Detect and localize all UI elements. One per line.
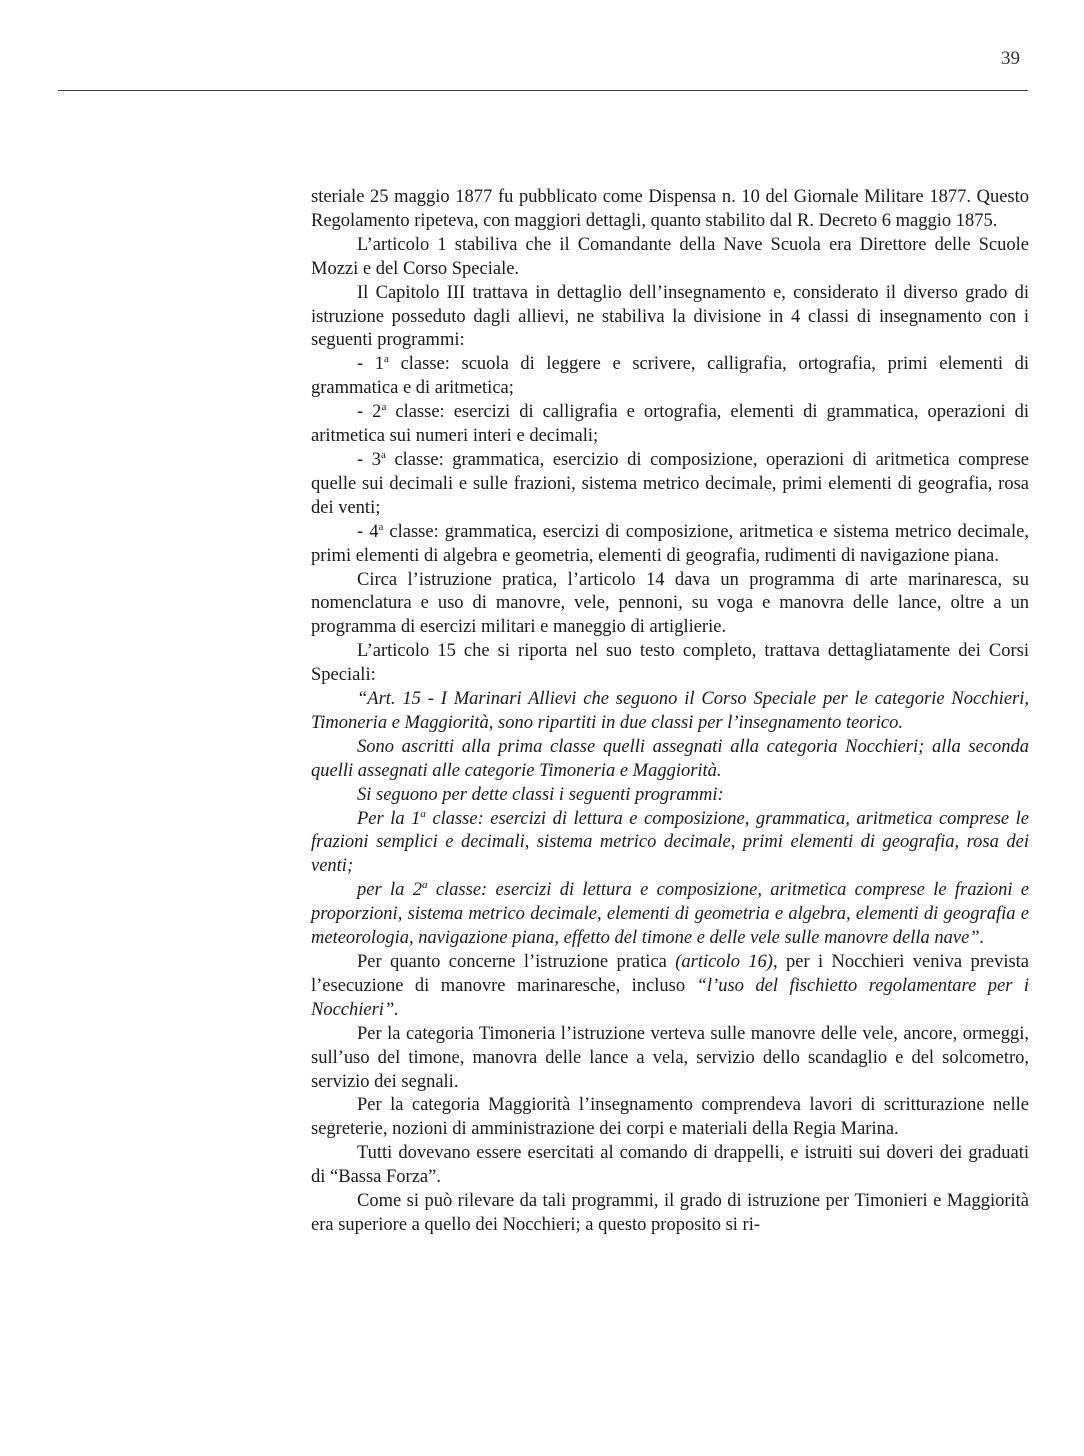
paragraph: steriale 25 maggio 1877 fu pubblicato come Dispensa n. 10 del Giornale Militare 1877. Questo Regolamento ripeteva, con maggiori dettagli, quanto stabilito dal R. Decreto 6 maggio 1875.: [311, 187, 1029, 231]
article-ref: (articolo 16): [675, 952, 773, 972]
list-text: classe: grammatica, esercizi di composizione, aritmetica e sistema metrico decimale, primi elementi di algebra e geometria, elementi di geografia, rudimenti di navigazione piana.: [311, 521, 1029, 566]
paragraph: Per quanto concerne l’istruzione pratica (articolo 16), per i Nocchieri veniva prevista l’esecuzione di manovre marinaresche, incluso “l’uso del fischietto regolamentare per i Nocchieri”.: [311, 952, 1030, 1020]
paragraph: Per la categoria Maggiorità l’insegnamento comprendeva lavori di scritturazione nelle segreterie, nozioni di amministrazione dei corpi e materiali della Regia Marina.: [311, 1095, 1029, 1140]
list-item: [311, 401, 1029, 449]
list-marker: - 1: [357, 354, 385, 375]
paragraph: Per la categoria Timoneria l’istruzione verteva sulle manovre delle vele, ancore, ormeggi, sull’uso del timone, manovra delle lance a vela, servizio dello scandaglio e del solcometro, servizio dei segnali.: [311, 1023, 1029, 1092]
list-marker: - 3: [357, 449, 381, 470]
ordinal-sup: a: [378, 520, 384, 533]
paragraph: Tutti dovevano essere esercitati al comando di drappelli, e istruiti sui doveri dei graduati di “Bassa Forza”.: [311, 1143, 1029, 1188]
list-text: classe: esercizi di calligrafia e ortografia, elementi di grammatica, operazioni di aritmetica sui numeri interi e decimali;: [311, 402, 1030, 447]
ordinal-sup: a: [380, 448, 386, 461]
list-marker: - 4: [357, 521, 379, 542]
ordinal-sup: a: [420, 807, 426, 820]
paragraph: L’articolo 15 che si riporta nel suo testo completo, trattava dettagliatamente dei Corsi Speciali:: [311, 641, 1029, 686]
list-item: [311, 353, 1029, 401]
list-item: [311, 521, 1029, 569]
list-marker: - 2: [357, 402, 382, 423]
paragraph: Il Capitolo III trattava in dettaglio dell’insegnamento e, considerato il diverso grado di istruzione posseduto dagli allievi, ne stabiliva la divisione in 4 classi di insegnamento con i seguenti programmi:: [311, 282, 1029, 351]
quote-list-item: per la 2$^a$ classe: esercizi di lettura e composizione, aritmetica comprese le frazioni e proporzioni, sistema metrico decimale, elementi di geometria e algebra, elementi di geografia e meteorologia, navigazione piana, effetto del timone e delle vele sulle manovre della nave”.: [311, 879, 1030, 949]
inline-quote: “l’uso del fischietto regolamentare per i Nocchieri”.: [311, 975, 1030, 1020]
ordinal-sup: a: [384, 353, 389, 366]
page-number: 39: [1001, 48, 1020, 69]
list-item: [311, 449, 1029, 521]
quote-marker: per la 2: [357, 880, 422, 901]
list-text: classe: scuola di leggere e scrivere, calligrafia, ortografia, primi elementi di grammatica e di aritmetica;: [311, 354, 1029, 399]
list-text: classe: grammatica, esercizio di composizione, operazioni di aritmetica comprese quelle sui decimali e sulle frazioni, sistema metrico decimale, primi elementi di geografia, rosa dei venti;: [311, 449, 1029, 518]
body-text: [311, 186, 1029, 1238]
paragraph: Come si può rilevare da tali programmi, il grado di istruzione per Timonieri e Maggiorità era superiore a quello dei Nocchieri; a questo proposito si ri-: [311, 1191, 1029, 1235]
paragraph: Circa l’istruzione pratica, l’articolo 14 dava un programma di arte marinaresca, su nomenclatura e uso di manovre, vele, pennoni, su voga e manovra delle lance, oltre a un programma di esercizi militari e maneggio di artiglierie.: [311, 569, 1029, 638]
quote-list-item: Per la 1$^a$ classe: esercizi di lettura e composizione, grammatica, aritmetica comprese le frazioni semplici e decimali, sistema metrico decimale, primi elementi di geografia, rosa dei venti;: [311, 807, 1029, 877]
ordinal-sup: a: [381, 401, 387, 413]
quote-paragraph: Sono ascritti alla prima classe quelli assegnati alla categoria Nocchieri; alla seconda quelli assegnati alle categorie Timoneria e Maggiorità.: [311, 736, 1029, 781]
quote-marker: Per la 1: [357, 808, 421, 829]
quote-paragraph: “Art. 15 - I Marinari Allievi che seguono il Corso Speciale per le categorie Nocchieri, Timoneria e Maggiorità, sono ripartiti in due classi per l’insegnamento teorico.: [311, 689, 1029, 733]
header-rule: [58, 90, 1028, 91]
ordinal-sup: a: [421, 879, 428, 892]
quote-paragraph: Si seguono per dette classi i seguenti programmi:: [357, 784, 724, 805]
paragraph: L’articolo 1 stabiliva che il Comandante della Nave Scuola era Direttore delle Scuole Mozzi e del Corso Speciale.: [311, 234, 1029, 279]
